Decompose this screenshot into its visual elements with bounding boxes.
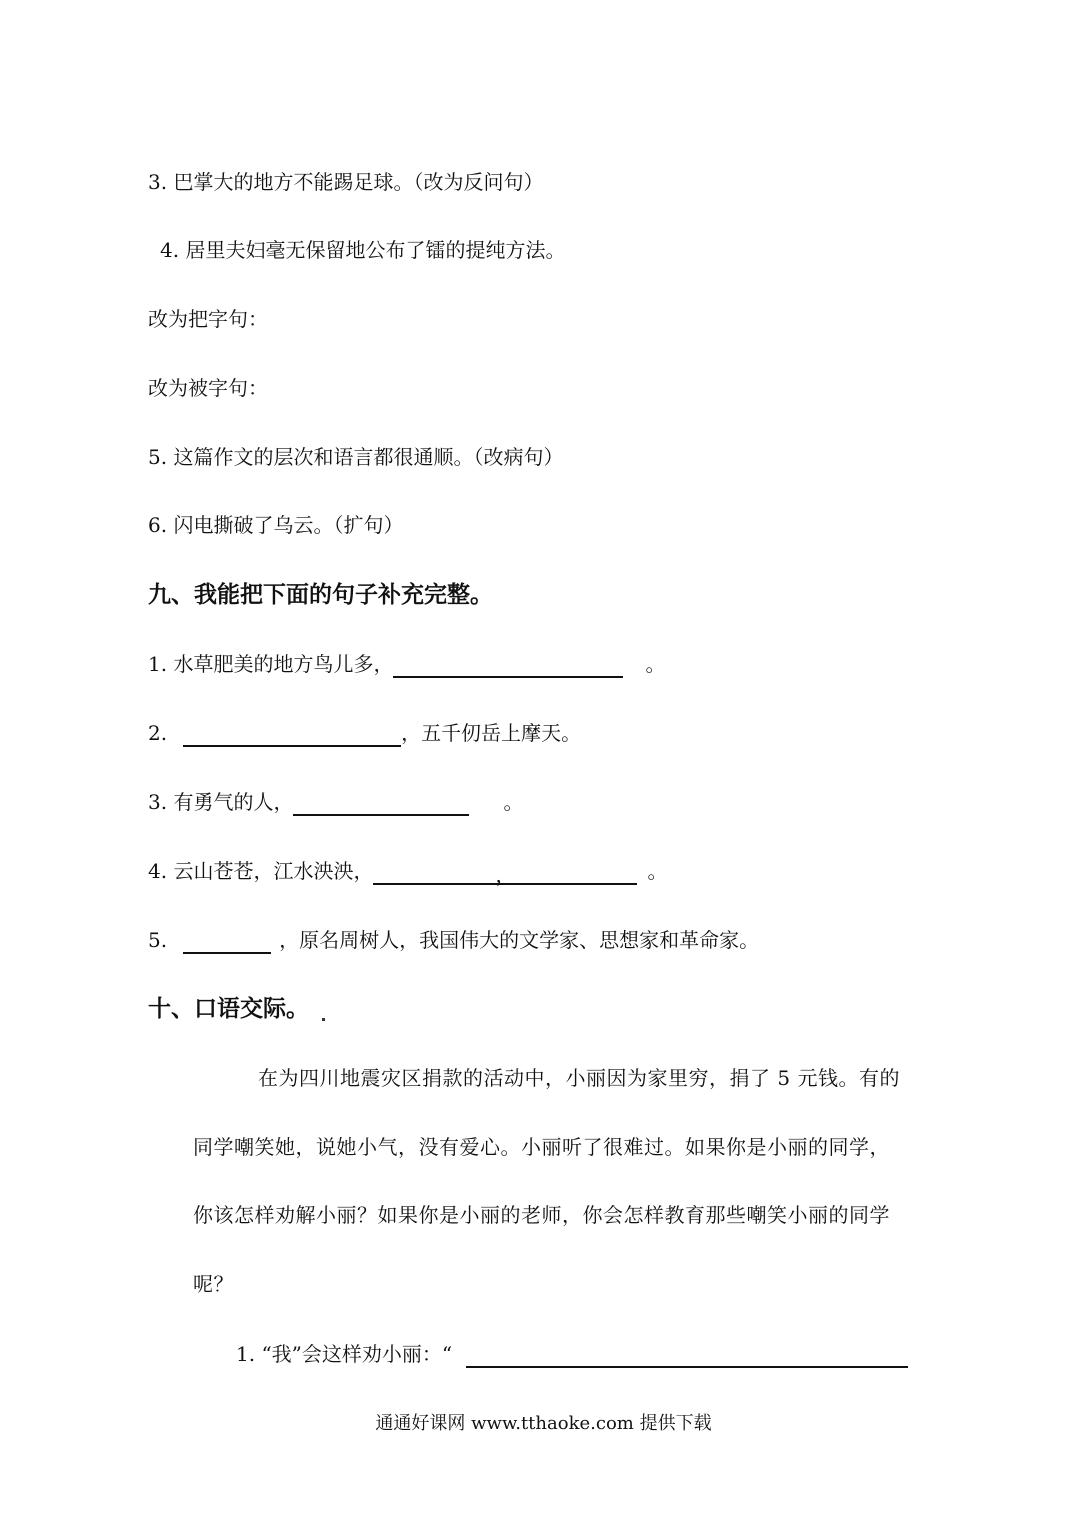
fill-item-1 — [148, 650, 665, 678]
fill-item-4-suffix: 。 — [647, 859, 668, 883]
question-4-ba-sentence: 改为把字句： — [148, 307, 268, 331]
section-10-heading: 十、口语交际。 — [148, 996, 309, 1022]
fill-item-3-suffix: 。 — [503, 790, 524, 814]
prompt-line-2: 同学嘲笑她，说她小气，没有爱心。小丽听了很难过。如果你是小丽的同学， — [193, 1135, 890, 1159]
prompt-line-4: 呢？ — [193, 1272, 234, 1296]
fill-item-3 — [148, 788, 523, 816]
answer-1 — [236, 1340, 908, 1368]
stray-dot — [322, 1018, 325, 1021]
fill-item-5-prefix: 5. — [148, 928, 168, 952]
prompt-line-3: 你该怎样劝解小丽？如果你是小丽的老师，你会怎样教育那些嘲笑小丽的同学 — [193, 1203, 890, 1227]
fill-item-3-prefix: 3. 有勇气的人， — [148, 790, 294, 814]
fill-item-5 — [148, 926, 759, 954]
fill-blank-2[interactable] — [183, 723, 401, 747]
question-6: 6. 闪电撕破了乌云。（扩句） — [148, 513, 404, 537]
section-9-heading: 九、我能把下面的句子补充完整。 — [148, 582, 493, 608]
fill-item-4-prefix: 4. 云山苍苍，江水泱泱， — [148, 859, 374, 883]
fill-blank-5[interactable] — [183, 930, 271, 954]
question-4-bei-sentence: 改为被字句： — [148, 376, 268, 400]
question-4: 4. 居里夫妇毫无保留地公布了镭的提纯方法。 — [160, 238, 566, 262]
answer-1-label: 1. “我”会这样劝小丽：“ — [236, 1342, 453, 1366]
fill-item-4-mid: ， — [495, 863, 516, 887]
fill-item-1-suffix: 。 — [645, 652, 666, 676]
fill-item-1-prefix: 1. 水草肥美的地方鸟儿多， — [148, 652, 394, 676]
fill-item-2-suffix: ，五千仞岳上摩天。 — [401, 721, 582, 745]
fill-item-5-suffix: ，原名周树人，我国伟大的文学家、思想家和革命家。 — [279, 928, 760, 952]
fill-blank-3[interactable] — [293, 792, 469, 816]
fill-item-2-prefix: 2. — [148, 721, 168, 745]
page-footer: 通通好课网 www.tthaoke.com 提供下载 — [375, 1413, 712, 1434]
fill-item-2 — [148, 719, 581, 747]
answer-1-blank[interactable] — [466, 1344, 908, 1368]
question-3: 3. 巴掌大的地方不能踢足球。（改为反问句） — [148, 170, 544, 194]
fill-blank-1[interactable] — [393, 654, 623, 678]
fill-item-4 — [148, 857, 667, 885]
question-5: 5. 这篇作文的层次和语言都很通顺。（改病句） — [148, 445, 564, 469]
fill-blank-4b[interactable] — [509, 861, 637, 885]
fill-blank-4a[interactable] — [373, 861, 495, 885]
prompt-line-1: 在为四川地震灾区捐款的活动中，小丽因为家里穷，捐了 5 元钱。有的 — [258, 1066, 900, 1090]
